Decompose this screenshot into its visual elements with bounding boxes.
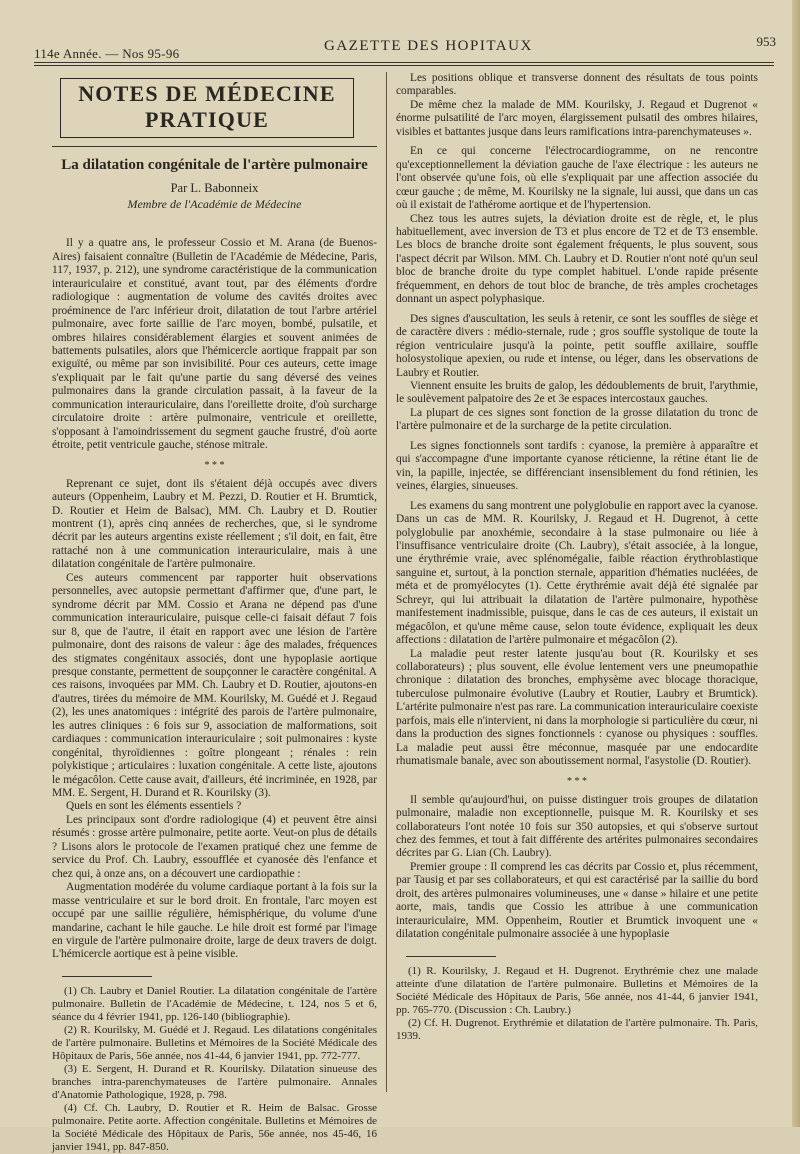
paragraph: Les signes fonctionnels sont tardifs : cyanose, la première à apparaître et qui s'accompagne d'une importante cyanose réticienne, la rétine étant lie de vin, la papille, injectée, se différenciant insensiblement du fond rétinien, les veines, élargies, sinueuses.	[396, 439, 758, 493]
running-header	[34, 34, 786, 68]
paragraph: Augmentation modérée du volume cardiaque portant à la fois sur la masse ventriculaire et sur le bord droit. En frontale, l'arc moyen est occupé par une saillie régulière, hémisphérique, du volume d'une mandarine, cachant le hile gauche. Le hile droit est formé par l'image en virgule de l'artère pulmonaire droite, large de deux travers de doigt. L'hémicercle aortique est à peine visible.	[52, 881, 377, 961]
paragraph: Les principaux sont d'ordre radiologique (4) et peuvent être ainsi résumés : grosse artère pulmonaire, petite aorte. Veut-on plus de détails ? Lisons alors le protocole de l'examen pratiqué chez une femme de service du Prof. Ch. Laubry, essoufflée et cyanosée dès l'enfance et chez qui, à onze ans, on a découvert une cardiopathie :	[52, 813, 377, 880]
paragraph: Premier groupe : Il comprend les cas décrits par Cossio et, plus récemment, par Tausig et par ses collaborateurs, et qui est caractérisé par la saillie du bord droit, des artères pulmonaires volumineuses, une « danse » hilaire et une petite aorte, mais, tandis que Cossio les attribue à une communication interauriculaire, MM. Oppenheim, Routier et Brumtick invoquent une « dilatation congénitale pulmonaire associée à une hypoplasie	[396, 860, 758, 941]
paragraph: Viennent ensuite les bruits de galop, les dédoublements de bruit, l'arythmie, le soulèvement palpatoire des 2e et 3e espaces intercostaux gauches.	[396, 379, 758, 406]
header-rule	[34, 62, 774, 63]
left-column	[52, 72, 377, 1154]
footnote-rule	[62, 976, 152, 977]
footnote-rule	[406, 956, 496, 957]
author-title: Membre de l'Académie de Médecine	[127, 196, 302, 211]
paragraph: Chez tous les autres sujets, la déviation droite est de règle, et, le plus habituellement, avec inversion de T3 et plus encore de T2 et de T3 ensemble. Les blocs de branche droite sont également fréquents, le plus souvent, sous l'aspect décrit par Wilson. MM. Ch. Laubry et D. Routier n'ont noté qu'un seul bloc de branche droite du type complet habituel. L'onde rapide présente fréquemment, en dehors de tout bloc de branche, de très amples crochetages donnant un aspect polyphasique.	[396, 212, 758, 306]
paragraph: Reprenant ce sujet, dont ils s'étaient déjà occupés avec divers auteurs (Oppenheim, Laubry et M. Pezzi, D. Routier et H. Brumtick, D. Routier et Heim de Balsac), MM. Ch. Laubry et D. Routier montrent (1), après cinq années de recherches, que, si le syndrome décrit par les auteurs argentins existe réellement ; s'il doit, en fait, être rattaché non à une communication interauriculaire, mais à une dilatation congénitale de l'artère pulmonaire.	[52, 477, 377, 571]
column-divider	[386, 72, 387, 1092]
article-title: La dilatation congénitale de l'artère pulmonaire	[61, 157, 368, 173]
issue-number: 114e Année. — Nos 95-96	[34, 46, 180, 61]
paragraph: Il y a quatre ans, le professeur Cossio et M. Arana (de Buenos-Aires) faisaient connaître (Bulletin de l'Académie de Médecine, Paris, 117, 1937, p. 212), une syndrome caractéristique de la communication interauriculaire et constitué, avant tout, par des éléments d'ordre radiologique : augmentation de volume des cavités droites avec proéminence de l'arc inférieur droit, dilatation de tout l'arbre artériel pulmonaire, avec forte saillie de l'arc moyen, bombé, pulsatile, et ombres hilaires considérablement élargies et souvent animées de battements pulsatiles, alors que l'hémicercle aortique frappait par son exiguïté, ou même par son invisibilité. Pour ces auteurs, cette image s'expliquait par le fait qu'une partie du sang déversé des veines pulmonaires dans la grande circulation passait, à la faveur de la communication interauriculaire, dans l'oreillette droite, d'où surcharge circulatoire droite : artère pulmonaire, ventricule et oreillette, s'opposant à l'amoindrissement du segment gauche frustré, d'où aorte étroite, petit ventricule gauche, sténose mitrale.	[52, 237, 377, 452]
title-rule	[52, 146, 377, 147]
page-edge	[792, 0, 800, 1127]
paragraph: Quels en sont les éléments essentiels ?	[66, 800, 242, 813]
header-rule-thin	[34, 65, 774, 66]
asterism: * * *	[567, 775, 587, 787]
section-title: NOTES DE MÉDECINE PRATIQUE	[60, 78, 354, 138]
paragraph: Les examens du sang montrent une polyglobulie en rapport avec la cyanose. Dans un cas de MM. R. Kourilsky, J. Regaud et H. Dugrenot, à cette polyglobulie par anoxhémie, secondaire à la stase pulmonaire ou liée à l'insuffisance ventriculaire droite (Ch. Laubry), s'était associée, à la longue, une érythrémie vraie, avec splénomégalie, faible réaction érythroblastique sanguine et, surtout, à la ponction sternale, apparition d'hématies nucléées, de méta et de promyélocytes (1). Cette érythrémie avait déjà été signalée par Schreyr, qui lui attribuait la dilatation de l'artère pulmonaire, hypothèse manifestement inadmissible, puisque, dans le cas de ces auteurs, il existait un mégacôlon, et qu'une même cause, selon toute évidence, expliquait les deux affections : dilatation de l'artère pulmonaire et mégacôlon (2).	[396, 499, 758, 647]
journal-title: GAZETTE DES HOPITAUX	[324, 38, 533, 54]
paragraph: Des signes d'auscultation, les seuls à retenir, ce sont les souffles de siège et de caractère divers : médio-sternale, rude ; gros souffle systolique de toute la région ventriculaire jusqu'à la pointe, petit souffle axillaire, souffle holosystolique apexien, ou rude et intense, ou léger, dans les observations de Laubry et Routier.	[396, 312, 758, 379]
paragraph: La plupart de ces signes sont fonction de la grosse dilatation du tronc de l'artère pulmonaire et de la surcharge de la petite circulation.	[396, 406, 758, 433]
paragraph: De même chez la malade de MM. Kourilsky, J. Regaud et Dugrenot « énorme pulsatilité de l'arc moyen, élargissement pulsatil des ombres hilaires, visibles et battantes jusque dans leurs ramifications intra-parenchymateuses ».	[396, 98, 758, 138]
paragraph: Les positions oblique et transverse donnent des résultats de tous points comparables.	[396, 72, 758, 98]
paragraph: En ce qui concerne l'électrocardiogramme, on ne rencontre qu'exceptionnellement la déviation gauche de l'axe électrique : les auteurs ne l'ont observée qu'une fois, où elle s'expliquait par une affection associée du cœur gauche ; de même, M. Kourilsky ne la signale, lui aussi, que dans un cas où il existait de l'athérome aortique et de l'hypertension.	[396, 145, 758, 212]
paragraph: Il semble qu'aujourd'hui, on puisse distinguer trois groupes de dilatation pulmonaire, maladie non exceptionnelle, puisque M. R. Kourilsky et ses collaborateurs l'ont notée 10 fois sur 350 autopsies, et qui s'observe surtout chez des femmes, et tout à fait différente des artérites pulmonaires secondaires décrites par G. Lian (Ch. Laubry).	[396, 793, 758, 860]
asterism: * * *	[204, 459, 225, 471]
right-column	[396, 72, 758, 1043]
footnote: (1) Ch. Laubry et Daniel Routier. La dilatation congénitale de l'artère pulmonaire. Bulletin de l'Académie de Médecine, t. 124, nos 5 et 6, séance du 4 février 1941, pp. 126-140 (bibliographie).	[52, 984, 377, 1023]
paragraph: Ces auteurs commencent par rapporter huit observations personnelles, avec autopsie permettant d'affirmer que, d'une part, le syndrome décrit par MM. Cossio et Arana ne dépend pas d'une communication interauriculaire, puisque celle-ci faisait défaut 7 fois sur 8, que de l'autre, il était en rapport avec une lésion de l'artère pulmonaire, dont des raisons de valeur : âge des malades, fréquences des stigmates congénitaux associés, dont une hypoplasie aortique presque constante, permettent de soupçonner le caractère congénital. A ces raisons, invoquées par MM. Ch. Laubry et D. Routier, ajoutons-en d'autres, tirées du mémoire de MM. Kourilsky, M. Guédé et J. Regaud (2), les unes anatomiques : intégrité des parois de l'artère pulmonaire, les autres cliniques : 6 fois sur 9, association de malformations, soit cardiaques : communication interauriculaire ; soit pulmonaires : kyste congénital, thyroïdiennes : goître plongeant ; rénales : rein polykistique ; articulaires : luxation congénitale. A cette liste, ajoutons le mégacôlon. Cette cause avait, d'ailleurs, été incriminée, en 1928, par MM. E. Sergent, H. Durand et R. Kourilsky (3).	[52, 571, 377, 800]
footnote: (1) R. Kourilsky, J. Regaud et H. Dugrenot. Erythrémie chez une malade atteinte d'une dilatation de l'artère pulmonaire. Bulletins et Mémoires de la Société Médicale des Hôpitaux de Paris, 56e année, nos 41-44, 6 janvier 1941, pp. 765-770. (Discussion : Ch. Laubry.)	[396, 964, 758, 1016]
author-name: Par L. Babonneix	[170, 181, 259, 196]
footnote: (2) R. Kourilsky, M. Guédé et J. Regaud. Les dilatations congénitales de l'artère pulmonaire. Bulletins et Mémoires de la Société Médicale des Hôpitaux de Paris, 56e année, nos 41-44, 6 janvier 1941, pp. 772-777.	[52, 1023, 377, 1062]
footnote: (3) E. Sergent, H. Durand et R. Kourilsky. Dilatation sinueuse des branches intra-parenchymateuses de l'artère pulmonaire. Annales d'Anatomie Pathologique, 1928, p. 798.	[52, 1062, 377, 1101]
page-number: 953	[756, 34, 776, 49]
footnotes	[52, 985, 377, 1154]
paragraph: La maladie peut rester latente jusqu'au bout (R. Kourilsky et ses collaborateurs) ; plus souvent, elle évolue lentement vers une pneumopathie chronique : dilatation des bronches, emphysème avec blocage thoracique, tuberculose pulmonaire évolutive (Laubry et Routier, Laubry et Brumtick). L'artérite pulmonaire n'est pas rare. La communication interauriculaire coexiste parfois, mais elle n'intervient, ni dans la morphologie si particulière du cœur, ni dans la production des signes fonctionnels : cyanose ou physiques : souffles. La maladie peut aussi être méconnue, masquée par une endocardite rhumatismale banale, avec son aboutissement normal, l'asystolie (D. Routier).	[396, 647, 758, 768]
footnote: (4) Cf. Ch. Laubry, D. Routier et R. Heim de Balsac. Grosse pulmonaire. Petite aorte. Affection congénitale. Bulletins et Mémoires de la Société Médicale des Hôpitaux de Paris, 56e année, nos 45-46, 16 janvier 1941, pp. 847-850.	[52, 1101, 377, 1153]
footnotes	[396, 965, 758, 1043]
footnote: (2) Cf. H. Dugrenot. Erythrémie et dilatation de l'artère pulmonaire. Th. Paris, 1939.	[396, 1016, 758, 1042]
